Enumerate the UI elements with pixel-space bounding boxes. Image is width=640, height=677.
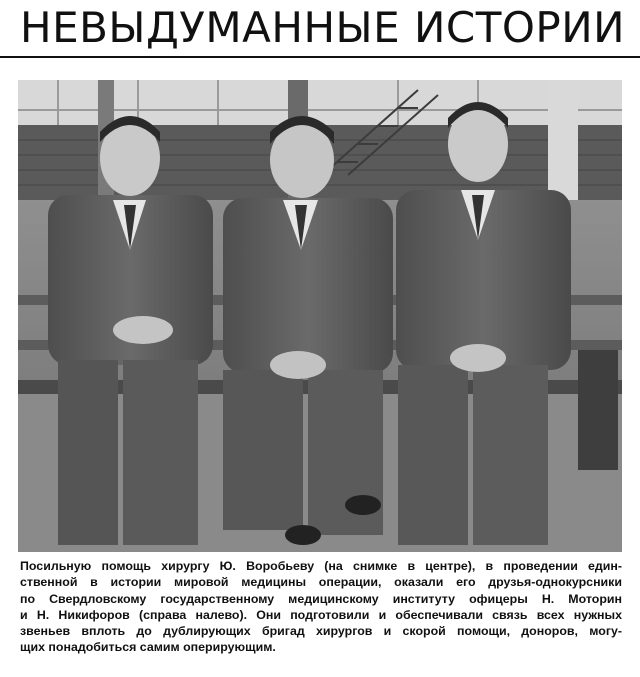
- caption-line: по Свердловскому государственному медицинскому институту офицеры Н. Моторин: [20, 591, 622, 606]
- caption-line: ственной в истории мировой медицины операции, оказали его друзья-однокурсники: [20, 575, 622, 590]
- photo-illustration: [18, 80, 622, 552]
- photo-caption: [20, 558, 622, 656]
- header-divider: [0, 56, 640, 58]
- caption-line: Посильную помощь хирургу Ю. Воробьеву (на снимке в центре), в проведении един-: [20, 559, 622, 573]
- caption-line: и Н. Никифоров (справа налево). Они подготовили и обеспечивали связь всех нужных: [20, 607, 622, 622]
- page-title: НЕВЫДУМАННЫЕ ИСТОРИИ: [20, 3, 626, 52]
- caption-line: звеньев вплоть до дублирующих бригад хирургов и скорой помощи, доноров, могу-: [20, 624, 622, 639]
- photo: [18, 80, 622, 552]
- page-header: [0, 0, 640, 58]
- caption-line: щих понадобиться самим оперирующим.: [20, 640, 276, 655]
